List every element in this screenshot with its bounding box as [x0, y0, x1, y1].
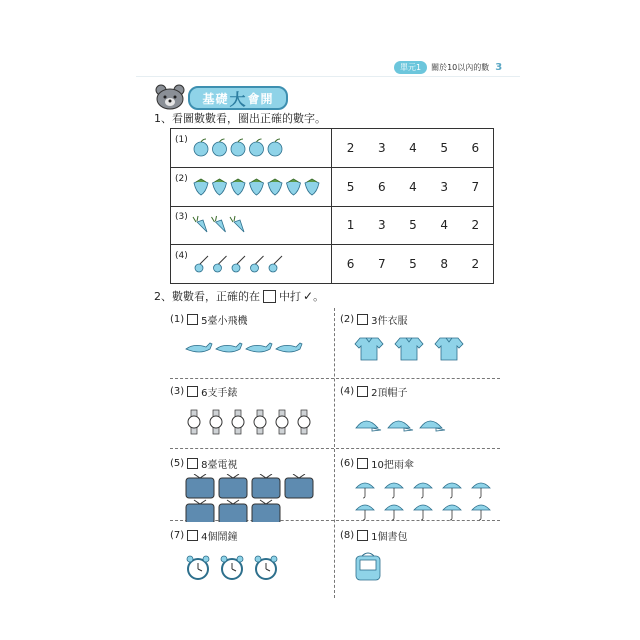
- tv-icon: [219, 474, 247, 498]
- banner-text-big: 大: [229, 89, 247, 109]
- watch-icon: [232, 410, 244, 434]
- cap-icon: [420, 421, 445, 431]
- watch-icon: [276, 410, 288, 434]
- watch-group: [184, 402, 334, 450]
- alarm-clock-icon: [255, 556, 277, 579]
- watch-icon: [254, 410, 266, 434]
- number-choice[interactable]: 5: [346, 179, 355, 194]
- item-caption: [170, 384, 238, 399]
- unit-title: 關於10以內的數: [431, 62, 490, 72]
- number-choice[interactable]: 2: [471, 218, 480, 232]
- tv-group: [184, 474, 334, 522]
- apple-group: [191, 129, 331, 167]
- answer-checkbox[interactable]: [357, 458, 368, 469]
- row-label: (1): [175, 135, 188, 145]
- question-1-table: [170, 128, 494, 284]
- question-2-title-pre: 2、數數看，正確的在: [154, 290, 260, 303]
- strawberry-group: [191, 168, 331, 206]
- carrot-icon: [230, 216, 244, 232]
- number-choice[interactable]: 3: [440, 179, 448, 194]
- item-text: 3件衣服: [371, 316, 408, 327]
- airplane-icon: [276, 343, 302, 352]
- watch-icon: [188, 410, 200, 434]
- question-2-title-post: 中打: [279, 290, 301, 303]
- column-divider: [331, 129, 332, 167]
- umbrella-icon: [414, 505, 432, 520]
- strawberry-icon: [231, 179, 245, 195]
- strawberry-icon: [268, 179, 282, 195]
- question-2-item: [170, 528, 330, 596]
- number-choice[interactable]: 5: [409, 256, 417, 271]
- item-caption: [340, 528, 408, 543]
- question-2-item: [340, 384, 500, 452]
- item-label: (3): [170, 386, 185, 397]
- item-caption: [170, 528, 238, 543]
- watch-icon: [210, 410, 222, 434]
- alarm-clock-icon: [187, 556, 209, 579]
- number-choice[interactable]: 6: [377, 179, 386, 194]
- item-label: (5): [170, 458, 185, 469]
- answer-checkbox[interactable]: [187, 314, 198, 325]
- number-choice[interactable]: 4: [409, 179, 417, 194]
- alarm-clock-icon: [221, 556, 243, 579]
- answer-checkbox[interactable]: [187, 530, 198, 541]
- strawberry-icon: [287, 179, 301, 195]
- banner-text-1: 基礎: [202, 91, 229, 106]
- number-choices: [335, 206, 491, 244]
- cherry-icon: [269, 256, 282, 272]
- item-text: 8臺電視: [201, 460, 238, 471]
- answer-checkbox[interactable]: [357, 530, 368, 541]
- header-divider: [136, 76, 520, 77]
- umbrella-icon: [385, 483, 403, 498]
- item-text: 5臺小飛機: [201, 316, 248, 327]
- number-choice[interactable]: 5: [409, 218, 417, 232]
- question-2-item: [340, 312, 500, 380]
- cap-icon: [388, 421, 413, 431]
- cap-group: [354, 402, 504, 450]
- number-choice[interactable]: 6: [346, 256, 355, 271]
- item-caption: [170, 312, 248, 327]
- item-caption: [340, 384, 408, 399]
- column-divider: [331, 206, 332, 244]
- item-label: (8): [340, 530, 355, 541]
- airplane-icon: [246, 343, 272, 352]
- item-label: (4): [340, 386, 355, 397]
- section-banner: [188, 86, 288, 110]
- strawberry-icon: [305, 179, 319, 195]
- carrot-icon: [193, 216, 207, 232]
- row-label: (2): [175, 173, 188, 184]
- item-label: (6): [340, 458, 355, 469]
- cherry-icon: [232, 256, 245, 272]
- number-choices: [335, 129, 491, 167]
- question-2-item: [170, 312, 330, 380]
- answer-checkbox[interactable]: [187, 386, 198, 397]
- unit-header: [394, 60, 502, 74]
- shirt-icon: [355, 338, 383, 360]
- answer-checkbox[interactable]: [187, 458, 198, 469]
- number-choices: [335, 245, 491, 283]
- answer-checkbox[interactable]: [357, 314, 368, 325]
- number-choice[interactable]: 1: [346, 218, 355, 232]
- strawberry-icon: [213, 179, 227, 195]
- row-label: (4): [175, 250, 188, 261]
- item-caption: [340, 312, 408, 327]
- question-2-title: [154, 288, 324, 304]
- column-divider: [331, 168, 332, 206]
- umbrella-icon: [356, 505, 374, 520]
- table-row: [171, 129, 493, 168]
- checkmark-icon: ✓: [303, 289, 314, 303]
- shirt-group: [354, 330, 504, 378]
- strawberry-icon: [194, 179, 208, 195]
- unit-badge: 單元1: [394, 61, 427, 74]
- item-text: 10把雨傘: [371, 460, 414, 471]
- question-2-item: [170, 384, 330, 452]
- carrot-icon: [212, 216, 226, 232]
- banner-text-2: 會開: [247, 91, 274, 106]
- question-2-title-end: 。: [313, 290, 325, 303]
- item-caption: [340, 456, 414, 471]
- tv-icon: [285, 474, 313, 498]
- apple-icon: [213, 139, 227, 156]
- item-text: 4個鬧鐘: [201, 532, 238, 543]
- number-choice[interactable]: 2: [346, 141, 355, 155]
- apple-icon: [231, 139, 245, 156]
- cherry-icon: [195, 256, 208, 272]
- item-label: (7): [170, 530, 185, 541]
- schoolbag-group: [354, 546, 504, 594]
- tv-icon: [186, 474, 214, 498]
- question-2-item: [170, 456, 330, 524]
- item-text: 2頂帽子: [371, 388, 408, 399]
- tv-icon: [219, 500, 247, 522]
- number-choice[interactable]: 3: [377, 218, 386, 232]
- page-number: 3: [495, 61, 503, 73]
- cap-icon: [356, 421, 381, 431]
- number-choice[interactable]: 7: [471, 179, 480, 194]
- apple-icon: [194, 139, 208, 156]
- number-choice[interactable]: 6: [471, 141, 480, 155]
- shirt-icon: [435, 338, 463, 360]
- question-2-item: [340, 456, 500, 524]
- umbrella-icon: [356, 483, 374, 498]
- table-row: [171, 245, 493, 283]
- worksheet-page: [136, 50, 520, 610]
- airplane-icon: [216, 343, 242, 352]
- number-choice[interactable]: 4: [409, 141, 417, 155]
- alarm-clock-group: [184, 546, 334, 594]
- cherry-group: [191, 245, 331, 283]
- number-choice[interactable]: 7: [377, 256, 386, 271]
- strawberry-icon: [250, 179, 264, 195]
- number-choice[interactable]: 3: [377, 141, 386, 155]
- carrot-group: [191, 206, 331, 244]
- number-choices: [335, 168, 491, 206]
- tv-icon: [252, 474, 280, 498]
- cherry-icon: [251, 256, 264, 272]
- schoolbag-icon: [356, 553, 380, 580]
- table-row: [171, 206, 493, 245]
- umbrella-icon: [472, 483, 490, 498]
- watch-icon: [298, 410, 310, 434]
- airplane-group: [184, 330, 334, 378]
- item-label: (1): [170, 314, 185, 325]
- item-text: 1個書包: [371, 532, 408, 543]
- number-choice[interactable]: 5: [440, 141, 448, 155]
- number-choice[interactable]: 2: [471, 256, 480, 271]
- airplane-icon: [186, 343, 212, 352]
- bear-mascot-icon: [154, 84, 186, 110]
- shirt-icon: [395, 338, 423, 360]
- cherry-icon: [214, 256, 227, 272]
- question-2-grid: [170, 308, 500, 598]
- apple-icon: [250, 139, 264, 156]
- grid-vertical-divider: [334, 308, 335, 598]
- number-choice[interactable]: 8: [440, 256, 448, 271]
- item-caption: [170, 456, 238, 471]
- tv-icon: [252, 500, 280, 522]
- question-2-item: [340, 528, 500, 596]
- tv-icon: [186, 500, 214, 522]
- umbrella-icon: [385, 505, 403, 520]
- umbrella-icon: [414, 483, 432, 498]
- table-row: [171, 168, 493, 207]
- apple-icon: [268, 139, 282, 156]
- umbrella-group: [354, 474, 504, 522]
- number-choice[interactable]: 4: [440, 218, 448, 232]
- umbrella-icon: [443, 483, 461, 498]
- item-label: (2): [340, 314, 355, 325]
- item-text: 6支手錶: [201, 388, 238, 399]
- answer-checkbox[interactable]: [357, 386, 368, 397]
- row-label: (3): [175, 212, 188, 222]
- umbrella-icon: [443, 505, 461, 520]
- sample-checkbox: [263, 290, 276, 303]
- column-divider: [331, 245, 332, 283]
- question-1-title: 1、看圖數數看，圈出正確的數字。: [154, 112, 326, 125]
- umbrella-icon: [472, 505, 490, 520]
